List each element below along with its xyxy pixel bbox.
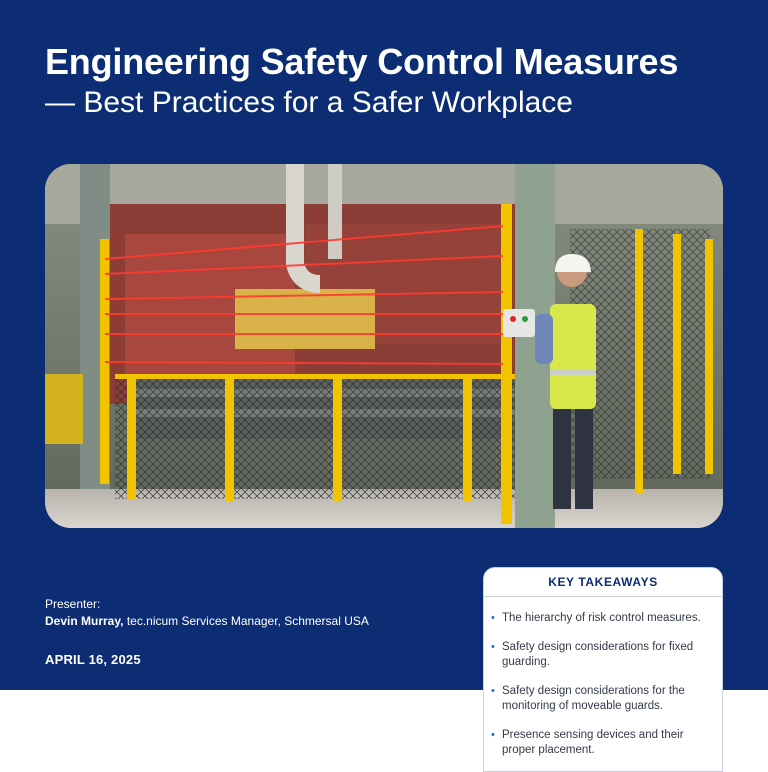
key-takeaways-heading: KEY TAKEAWAYS — [484, 568, 722, 597]
list-item — [491, 684, 714, 714]
title-line-1: Engineering Safety Control Measures — [45, 41, 679, 82]
bullet-icon: • — [491, 729, 495, 741]
title-line-2: — Best Practices for a Safer Workplace — [45, 86, 573, 119]
list-item-text: Safety design considerations for fixed guarding. — [502, 641, 694, 668]
presenter-name: Devin Murray, — [45, 614, 124, 628]
presenter-block — [45, 596, 369, 630]
key-takeaways-box — [483, 567, 723, 772]
list-item — [491, 640, 714, 670]
presenter-role: tec.nicum Services Manager, Schmersal USA — [126, 614, 369, 628]
list-item-text: Safety design considerations for the monitoring of moveable guards. — [502, 685, 685, 712]
list-item-text: The hierarchy of risk control measures. — [502, 612, 701, 624]
list-item — [491, 728, 714, 758]
key-takeaways-list — [484, 597, 722, 758]
event-date: APRIL 16, 2025 — [45, 652, 141, 667]
bullet-icon: • — [491, 685, 495, 697]
bullet-icon: • — [491, 612, 495, 624]
presenter-label: Presenter: — [45, 597, 101, 611]
list-item-text: Presence sensing devices and their proper placement. — [502, 729, 684, 756]
page-title — [45, 40, 745, 122]
list-item — [491, 611, 714, 626]
bullet-icon: • — [491, 641, 495, 653]
factory-machine-guarding-photo-icon — [45, 164, 723, 528]
hero-photo — [45, 164, 723, 528]
